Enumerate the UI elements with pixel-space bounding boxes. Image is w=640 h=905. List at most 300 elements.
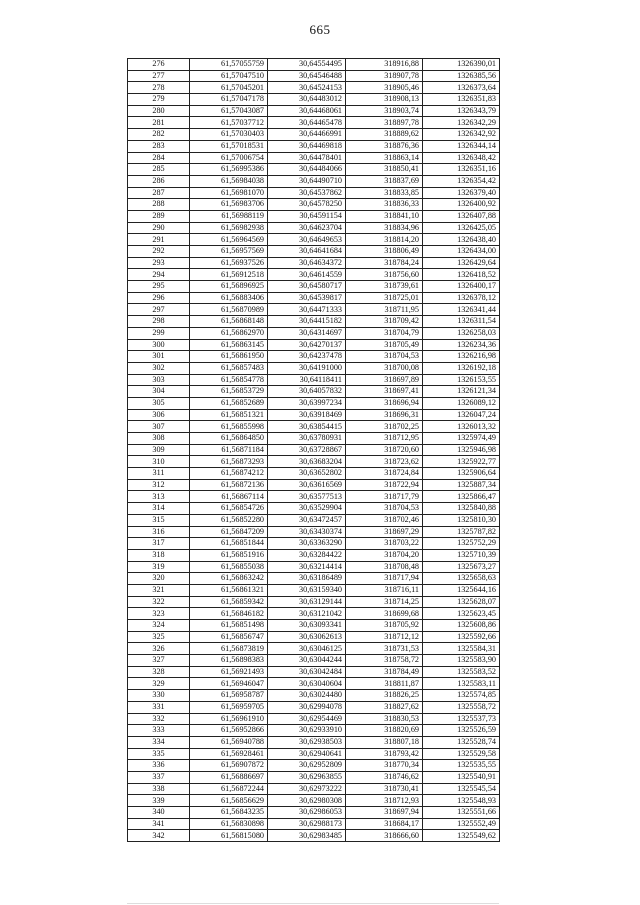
page-number: 665 bbox=[309, 22, 331, 37]
table-row bbox=[128, 503, 500, 515]
latitude-cell: 61,56874212 bbox=[190, 468, 268, 480]
x-coordinate-cell: 318696,94 bbox=[346, 397, 423, 409]
y-coordinate-cell: 1326344,14 bbox=[423, 140, 500, 152]
latitude-cell: 61,56863242 bbox=[190, 573, 268, 585]
point-number-cell: 302 bbox=[128, 362, 190, 374]
x-coordinate-cell: 318684,17 bbox=[346, 818, 423, 830]
table-row bbox=[128, 713, 500, 725]
y-coordinate-cell: 1326425,05 bbox=[423, 222, 500, 234]
longitude-cell: 30,64191000 bbox=[268, 362, 346, 374]
latitude-cell: 61,57055759 bbox=[190, 59, 268, 71]
table-row bbox=[128, 362, 500, 374]
y-coordinate-cell: 1326390,01 bbox=[423, 59, 500, 71]
x-coordinate-cell: 318717,79 bbox=[346, 491, 423, 503]
table-row bbox=[128, 783, 500, 795]
longitude-cell: 30,62980308 bbox=[268, 795, 346, 807]
point-number-cell: 329 bbox=[128, 678, 190, 690]
table-row bbox=[128, 117, 500, 129]
y-coordinate-cell: 1325551,66 bbox=[423, 807, 500, 819]
longitude-cell: 30,64237478 bbox=[268, 351, 346, 363]
latitude-cell: 61,56868148 bbox=[190, 316, 268, 328]
x-coordinate-cell: 318697,29 bbox=[346, 526, 423, 538]
latitude-cell: 61,56851916 bbox=[190, 549, 268, 561]
point-number-cell: 333 bbox=[128, 725, 190, 737]
point-number-cell: 322 bbox=[128, 596, 190, 608]
point-number-cell: 294 bbox=[128, 269, 190, 281]
x-coordinate-cell: 318704,53 bbox=[346, 351, 423, 363]
point-number-cell: 338 bbox=[128, 783, 190, 795]
x-coordinate-cell: 318702,25 bbox=[346, 421, 423, 433]
table-row bbox=[128, 105, 500, 117]
latitude-cell: 61,56854778 bbox=[190, 374, 268, 386]
longitude-cell: 30,63577513 bbox=[268, 491, 346, 503]
point-number-cell: 293 bbox=[128, 257, 190, 269]
table-row bbox=[128, 316, 500, 328]
point-number-cell: 280 bbox=[128, 105, 190, 117]
point-number-cell: 334 bbox=[128, 736, 190, 748]
y-coordinate-cell: 1326089,12 bbox=[423, 397, 500, 409]
y-coordinate-cell: 1325592,66 bbox=[423, 631, 500, 643]
point-number-cell: 300 bbox=[128, 339, 190, 351]
table-row bbox=[128, 620, 500, 632]
point-number-cell: 319 bbox=[128, 561, 190, 573]
latitude-cell: 61,56852689 bbox=[190, 397, 268, 409]
coordinates-table-body bbox=[128, 59, 500, 842]
y-coordinate-cell: 1325644,16 bbox=[423, 584, 500, 596]
longitude-cell: 30,64478401 bbox=[268, 152, 346, 164]
latitude-cell: 61,56921493 bbox=[190, 666, 268, 678]
longitude-cell: 30,63040604 bbox=[268, 678, 346, 690]
latitude-cell: 61,56984038 bbox=[190, 175, 268, 187]
y-coordinate-cell: 1325545,54 bbox=[423, 783, 500, 795]
y-coordinate-cell: 1325974,49 bbox=[423, 433, 500, 445]
x-coordinate-cell: 318712,95 bbox=[346, 433, 423, 445]
latitude-cell: 61,56872244 bbox=[190, 783, 268, 795]
latitude-cell: 61,56864850 bbox=[190, 433, 268, 445]
x-coordinate-cell: 318704,53 bbox=[346, 503, 423, 515]
longitude-cell: 30,62933910 bbox=[268, 725, 346, 737]
y-coordinate-cell: 1326354,42 bbox=[423, 175, 500, 187]
latitude-cell: 61,56856629 bbox=[190, 795, 268, 807]
longitude-cell: 30,64314697 bbox=[268, 327, 346, 339]
longitude-cell: 30,64614559 bbox=[268, 269, 346, 281]
point-number-cell: 299 bbox=[128, 327, 190, 339]
table-row bbox=[128, 82, 500, 94]
latitude-cell: 61,56952866 bbox=[190, 725, 268, 737]
table-row bbox=[128, 830, 500, 842]
y-coordinate-cell: 1325946,98 bbox=[423, 444, 500, 456]
y-coordinate-cell: 1326418,52 bbox=[423, 269, 500, 281]
point-number-cell: 297 bbox=[128, 304, 190, 316]
point-number-cell: 332 bbox=[128, 713, 190, 725]
x-coordinate-cell: 318770,34 bbox=[346, 760, 423, 772]
latitude-cell: 61,56847209 bbox=[190, 526, 268, 538]
y-coordinate-cell: 1326348,42 bbox=[423, 152, 500, 164]
longitude-cell: 30,64484066 bbox=[268, 164, 346, 176]
table-row bbox=[128, 199, 500, 211]
table-row bbox=[128, 59, 500, 71]
table-row bbox=[128, 584, 500, 596]
point-number-cell: 320 bbox=[128, 573, 190, 585]
y-coordinate-cell: 1326407,88 bbox=[423, 210, 500, 222]
longitude-cell: 30,62940641 bbox=[268, 748, 346, 760]
point-number-cell: 276 bbox=[128, 59, 190, 71]
longitude-cell: 30,64554495 bbox=[268, 59, 346, 71]
x-coordinate-cell: 318709,42 bbox=[346, 316, 423, 328]
x-coordinate-cell: 318712,93 bbox=[346, 795, 423, 807]
longitude-cell: 30,63044244 bbox=[268, 655, 346, 667]
table-row bbox=[128, 374, 500, 386]
longitude-cell: 30,63129144 bbox=[268, 596, 346, 608]
longitude-cell: 30,64634372 bbox=[268, 257, 346, 269]
longitude-cell: 30,64539817 bbox=[268, 292, 346, 304]
table-row bbox=[128, 561, 500, 573]
coordinates-table bbox=[127, 58, 500, 842]
x-coordinate-cell: 318830,53 bbox=[346, 713, 423, 725]
point-number-cell: 303 bbox=[128, 374, 190, 386]
point-number-cell: 310 bbox=[128, 456, 190, 468]
x-coordinate-cell: 318820,69 bbox=[346, 725, 423, 737]
x-coordinate-cell: 318916,88 bbox=[346, 59, 423, 71]
latitude-cell: 61,56870989 bbox=[190, 304, 268, 316]
y-coordinate-cell: 1325810,30 bbox=[423, 514, 500, 526]
latitude-cell: 61,56856747 bbox=[190, 631, 268, 643]
point-number-cell: 316 bbox=[128, 526, 190, 538]
x-coordinate-cell: 318739,61 bbox=[346, 281, 423, 293]
latitude-cell: 61,56851498 bbox=[190, 620, 268, 632]
x-coordinate-cell: 318697,41 bbox=[346, 386, 423, 398]
longitude-cell: 30,63186489 bbox=[268, 573, 346, 585]
longitude-cell: 30,64524153 bbox=[268, 82, 346, 94]
x-coordinate-cell: 318714,25 bbox=[346, 596, 423, 608]
y-coordinate-cell: 1326013,32 bbox=[423, 421, 500, 433]
point-number-cell: 323 bbox=[128, 608, 190, 620]
table-row bbox=[128, 678, 500, 690]
y-coordinate-cell: 1326342,29 bbox=[423, 117, 500, 129]
table-row bbox=[128, 690, 500, 702]
latitude-cell: 61,57045201 bbox=[190, 82, 268, 94]
y-coordinate-cell: 1325887,34 bbox=[423, 479, 500, 491]
latitude-cell: 61,56937526 bbox=[190, 257, 268, 269]
longitude-cell: 30,62983485 bbox=[268, 830, 346, 842]
latitude-cell: 61,56928461 bbox=[190, 748, 268, 760]
latitude-cell: 61,56871184 bbox=[190, 444, 268, 456]
point-number-cell: 317 bbox=[128, 538, 190, 550]
point-number-cell: 301 bbox=[128, 351, 190, 363]
table-row bbox=[128, 222, 500, 234]
x-coordinate-cell: 318834,96 bbox=[346, 222, 423, 234]
point-number-cell: 342 bbox=[128, 830, 190, 842]
latitude-cell: 61,56964569 bbox=[190, 234, 268, 246]
table-row bbox=[128, 514, 500, 526]
table-row bbox=[128, 468, 500, 480]
point-number-cell: 326 bbox=[128, 643, 190, 655]
point-number-cell: 279 bbox=[128, 94, 190, 106]
longitude-cell: 30,63159340 bbox=[268, 584, 346, 596]
point-number-cell: 282 bbox=[128, 129, 190, 141]
table-row bbox=[128, 573, 500, 585]
latitude-cell: 61,56912518 bbox=[190, 269, 268, 281]
longitude-cell: 30,63728867 bbox=[268, 444, 346, 456]
x-coordinate-cell: 318705,92 bbox=[346, 620, 423, 632]
y-coordinate-cell: 1326258,03 bbox=[423, 327, 500, 339]
table-row bbox=[128, 666, 500, 678]
y-coordinate-cell: 1325673,27 bbox=[423, 561, 500, 573]
x-coordinate-cell: 318876,36 bbox=[346, 140, 423, 152]
x-coordinate-cell: 318731,53 bbox=[346, 643, 423, 655]
table-row bbox=[128, 631, 500, 643]
latitude-cell: 61,56853729 bbox=[190, 386, 268, 398]
table-row bbox=[128, 736, 500, 748]
point-number-cell: 339 bbox=[128, 795, 190, 807]
point-number-cell: 298 bbox=[128, 316, 190, 328]
point-number-cell: 314 bbox=[128, 503, 190, 515]
table-row bbox=[128, 748, 500, 760]
x-coordinate-cell: 318907,78 bbox=[346, 70, 423, 82]
table-row bbox=[128, 596, 500, 608]
latitude-cell: 61,57043087 bbox=[190, 105, 268, 117]
table-row bbox=[128, 491, 500, 503]
latitude-cell: 61,56886697 bbox=[190, 771, 268, 783]
latitude-cell: 61,56867114 bbox=[190, 491, 268, 503]
longitude-cell: 30,64465478 bbox=[268, 117, 346, 129]
y-coordinate-cell: 1325535,55 bbox=[423, 760, 500, 772]
latitude-cell: 61,57037712 bbox=[190, 117, 268, 129]
y-coordinate-cell: 1326311,54 bbox=[423, 316, 500, 328]
x-coordinate-cell: 318903,74 bbox=[346, 105, 423, 117]
longitude-cell: 30,63997234 bbox=[268, 397, 346, 409]
table-row bbox=[128, 444, 500, 456]
y-coordinate-cell: 1326438,40 bbox=[423, 234, 500, 246]
longitude-cell: 30,64649653 bbox=[268, 234, 346, 246]
table-row bbox=[128, 479, 500, 491]
longitude-cell: 30,63683204 bbox=[268, 456, 346, 468]
latitude-cell: 61,56843235 bbox=[190, 807, 268, 819]
y-coordinate-cell: 1325628,07 bbox=[423, 596, 500, 608]
y-coordinate-cell: 1325583,52 bbox=[423, 666, 500, 678]
table-row bbox=[128, 94, 500, 106]
table-row bbox=[128, 246, 500, 258]
y-coordinate-cell: 1326351,83 bbox=[423, 94, 500, 106]
table-row bbox=[128, 70, 500, 82]
point-number-cell: 291 bbox=[128, 234, 190, 246]
y-coordinate-cell: 1325549,62 bbox=[423, 830, 500, 842]
longitude-cell: 30,63472457 bbox=[268, 514, 346, 526]
latitude-cell: 61,56859342 bbox=[190, 596, 268, 608]
y-coordinate-cell: 1326153,55 bbox=[423, 374, 500, 386]
point-number-cell: 296 bbox=[128, 292, 190, 304]
y-coordinate-cell: 1325540,91 bbox=[423, 771, 500, 783]
x-coordinate-cell: 318730,41 bbox=[346, 783, 423, 795]
point-number-cell: 288 bbox=[128, 199, 190, 211]
x-coordinate-cell: 318711,95 bbox=[346, 304, 423, 316]
table-row bbox=[128, 351, 500, 363]
longitude-cell: 30,63430374 bbox=[268, 526, 346, 538]
table-row bbox=[128, 129, 500, 141]
point-number-cell: 292 bbox=[128, 246, 190, 258]
y-coordinate-cell: 1325584,31 bbox=[423, 643, 500, 655]
longitude-cell: 30,63918469 bbox=[268, 409, 346, 421]
point-number-cell: 290 bbox=[128, 222, 190, 234]
latitude-cell: 61,56861950 bbox=[190, 351, 268, 363]
latitude-cell: 61,56981070 bbox=[190, 187, 268, 199]
latitude-cell: 61,56852280 bbox=[190, 514, 268, 526]
y-coordinate-cell: 1325552,49 bbox=[423, 818, 500, 830]
longitude-cell: 30,63529904 bbox=[268, 503, 346, 515]
latitude-cell: 61,56995386 bbox=[190, 164, 268, 176]
y-coordinate-cell: 1326378,12 bbox=[423, 292, 500, 304]
longitude-cell: 30,64471333 bbox=[268, 304, 346, 316]
y-coordinate-cell: 1325574,85 bbox=[423, 690, 500, 702]
x-coordinate-cell: 318756,60 bbox=[346, 269, 423, 281]
x-coordinate-cell: 318758,72 bbox=[346, 655, 423, 667]
latitude-cell: 61,56855038 bbox=[190, 561, 268, 573]
y-coordinate-cell: 1325537,73 bbox=[423, 713, 500, 725]
point-number-cell: 306 bbox=[128, 409, 190, 421]
x-coordinate-cell: 318722,94 bbox=[346, 479, 423, 491]
x-coordinate-cell: 318811,87 bbox=[346, 678, 423, 690]
point-number-cell: 315 bbox=[128, 514, 190, 526]
y-coordinate-cell: 1326341,44 bbox=[423, 304, 500, 316]
longitude-cell: 30,64466991 bbox=[268, 129, 346, 141]
x-coordinate-cell: 318705,49 bbox=[346, 339, 423, 351]
x-coordinate-cell: 318784,49 bbox=[346, 666, 423, 678]
point-number-cell: 283 bbox=[128, 140, 190, 152]
point-number-cell: 311 bbox=[128, 468, 190, 480]
table-row bbox=[128, 771, 500, 783]
table-row bbox=[128, 292, 500, 304]
table-row bbox=[128, 187, 500, 199]
y-coordinate-cell: 1325558,72 bbox=[423, 701, 500, 713]
latitude-cell: 61,56883406 bbox=[190, 292, 268, 304]
latitude-cell: 61,56861321 bbox=[190, 584, 268, 596]
latitude-cell: 61,56851844 bbox=[190, 538, 268, 550]
latitude-cell: 61,57047510 bbox=[190, 70, 268, 82]
table-row bbox=[128, 339, 500, 351]
latitude-cell: 61,56873293 bbox=[190, 456, 268, 468]
x-coordinate-cell: 318712,12 bbox=[346, 631, 423, 643]
table-row bbox=[128, 643, 500, 655]
x-coordinate-cell: 318897,78 bbox=[346, 117, 423, 129]
longitude-cell: 30,62973222 bbox=[268, 783, 346, 795]
y-coordinate-cell: 1326400,92 bbox=[423, 199, 500, 211]
x-coordinate-cell: 318699,68 bbox=[346, 608, 423, 620]
latitude-cell: 61,56873819 bbox=[190, 643, 268, 655]
y-coordinate-cell: 1326192,18 bbox=[423, 362, 500, 374]
longitude-cell: 30,64641684 bbox=[268, 246, 346, 258]
x-coordinate-cell: 318784,24 bbox=[346, 257, 423, 269]
latitude-cell: 61,57047178 bbox=[190, 94, 268, 106]
y-coordinate-cell: 1325583,11 bbox=[423, 678, 500, 690]
x-coordinate-cell: 318700,08 bbox=[346, 362, 423, 374]
y-coordinate-cell: 1325623,45 bbox=[423, 608, 500, 620]
latitude-cell: 61,57006754 bbox=[190, 152, 268, 164]
y-coordinate-cell: 1325866,47 bbox=[423, 491, 500, 503]
point-number-cell: 287 bbox=[128, 187, 190, 199]
x-coordinate-cell: 318697,94 bbox=[346, 807, 423, 819]
x-coordinate-cell: 318702,46 bbox=[346, 514, 423, 526]
y-coordinate-cell: 1325583,90 bbox=[423, 655, 500, 667]
table-row bbox=[128, 433, 500, 445]
table-row bbox=[128, 210, 500, 222]
point-number-cell: 307 bbox=[128, 421, 190, 433]
latitude-cell: 61,56896925 bbox=[190, 281, 268, 293]
y-coordinate-cell: 1325787,82 bbox=[423, 526, 500, 538]
point-number-cell: 324 bbox=[128, 620, 190, 632]
table-row bbox=[128, 269, 500, 281]
point-number-cell: 308 bbox=[128, 433, 190, 445]
y-coordinate-cell: 1325840,88 bbox=[423, 503, 500, 515]
x-coordinate-cell: 318708,48 bbox=[346, 561, 423, 573]
table-row bbox=[128, 327, 500, 339]
table-row bbox=[128, 257, 500, 269]
latitude-cell: 61,56982938 bbox=[190, 222, 268, 234]
table-row bbox=[128, 608, 500, 620]
point-number-cell: 295 bbox=[128, 281, 190, 293]
table-row bbox=[128, 760, 500, 772]
longitude-cell: 30,64537862 bbox=[268, 187, 346, 199]
y-coordinate-cell: 1325658,63 bbox=[423, 573, 500, 585]
point-number-cell: 318 bbox=[128, 549, 190, 561]
latitude-cell: 61,56940788 bbox=[190, 736, 268, 748]
longitude-cell: 30,63024480 bbox=[268, 690, 346, 702]
x-coordinate-cell: 318724,84 bbox=[346, 468, 423, 480]
point-number-cell: 335 bbox=[128, 748, 190, 760]
table-row bbox=[128, 725, 500, 737]
x-coordinate-cell: 318717,94 bbox=[346, 573, 423, 585]
x-coordinate-cell: 318833,85 bbox=[346, 187, 423, 199]
point-number-cell: 340 bbox=[128, 807, 190, 819]
y-coordinate-cell: 1326343,79 bbox=[423, 105, 500, 117]
point-number-cell: 337 bbox=[128, 771, 190, 783]
y-coordinate-cell: 1326379,40 bbox=[423, 187, 500, 199]
latitude-cell: 61,56957569 bbox=[190, 246, 268, 258]
longitude-cell: 30,63284422 bbox=[268, 549, 346, 561]
point-number-cell: 305 bbox=[128, 397, 190, 409]
latitude-cell: 61,56959705 bbox=[190, 701, 268, 713]
x-coordinate-cell: 318697,89 bbox=[346, 374, 423, 386]
longitude-cell: 30,64623704 bbox=[268, 222, 346, 234]
table-row bbox=[128, 549, 500, 561]
point-number-cell: 289 bbox=[128, 210, 190, 222]
table-row bbox=[128, 807, 500, 819]
x-coordinate-cell: 318905,46 bbox=[346, 82, 423, 94]
point-number-cell: 286 bbox=[128, 175, 190, 187]
table-row bbox=[128, 304, 500, 316]
y-coordinate-cell: 1325548,93 bbox=[423, 795, 500, 807]
latitude-cell: 61,56855998 bbox=[190, 421, 268, 433]
table-row bbox=[128, 386, 500, 398]
table-row bbox=[128, 140, 500, 152]
table-row bbox=[128, 397, 500, 409]
x-coordinate-cell: 318850,41 bbox=[346, 164, 423, 176]
latitude-cell: 61,56988119 bbox=[190, 210, 268, 222]
point-number-cell: 327 bbox=[128, 655, 190, 667]
latitude-cell: 61,56946047 bbox=[190, 678, 268, 690]
y-coordinate-cell: 1326429,64 bbox=[423, 257, 500, 269]
x-coordinate-cell: 318793,42 bbox=[346, 748, 423, 760]
latitude-cell: 61,56958787 bbox=[190, 690, 268, 702]
point-number-cell: 313 bbox=[128, 491, 190, 503]
longitude-cell: 30,64270137 bbox=[268, 339, 346, 351]
longitude-cell: 30,62952809 bbox=[268, 760, 346, 772]
point-number-cell: 284 bbox=[128, 152, 190, 164]
x-coordinate-cell: 318841,10 bbox=[346, 210, 423, 222]
page-bottom-rule bbox=[127, 903, 499, 904]
point-number-cell: 312 bbox=[128, 479, 190, 491]
point-number-cell: 321 bbox=[128, 584, 190, 596]
longitude-cell: 30,62988173 bbox=[268, 818, 346, 830]
